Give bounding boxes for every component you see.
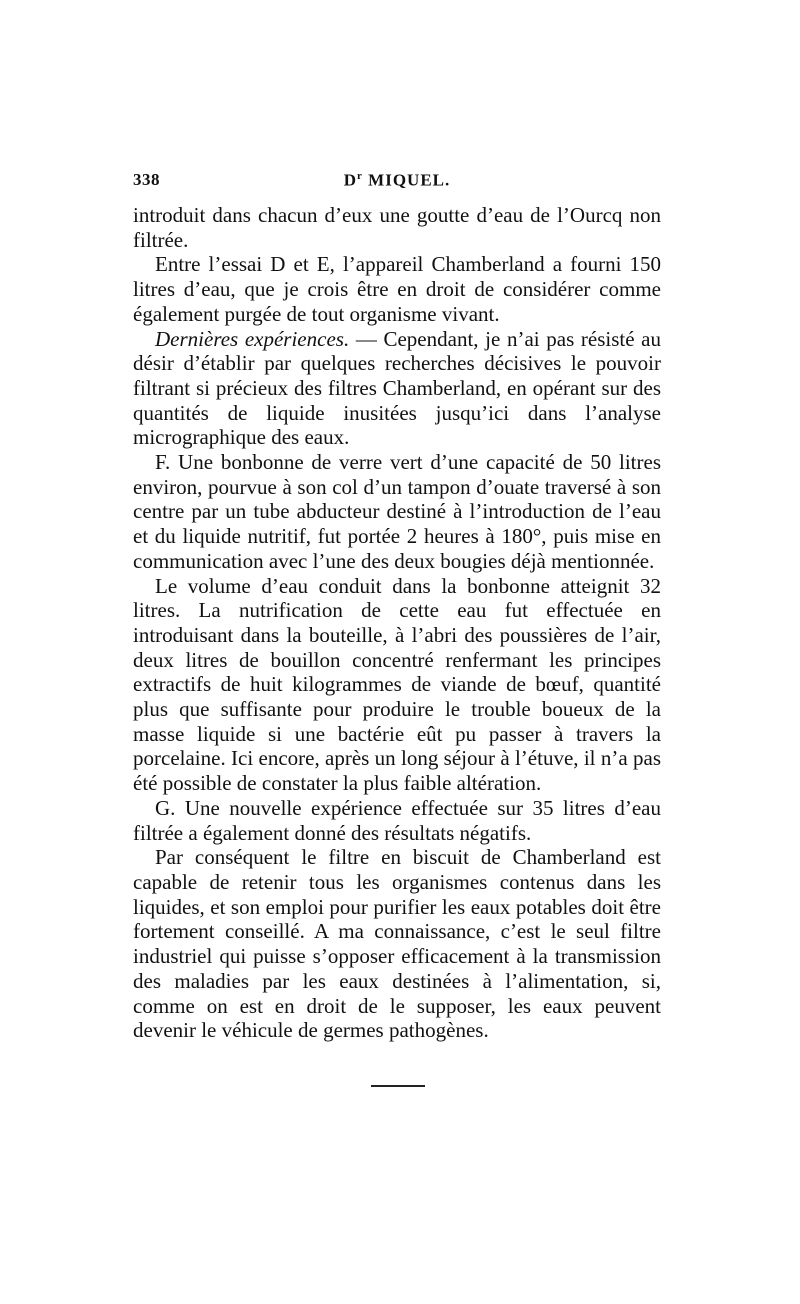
paragraph-5: Le volume d’eau conduit dans la bonbonne atteignit 32 litres. La nutrification de cette eau fut effectuée en introduisant dans la bouteille, à l’abri des poussières de l’air, deux litres de bouillon concentré renfermant les principes extractifs de huit kilogrammes de viande de bœuf, quantité plus que suffisante pour produire le trouble boueux de la masse liquide si une bactérie eût pu passer à travers la porcelaine. Ici encore, après un long séjour à l’étuve, il n’a pas été possible de constater la plus faible altération. bbox=[133, 573, 661, 796]
body-text bbox=[133, 203, 661, 1043]
paragraph-2: Entre l’essai D et E, l’appareil Chamberland a fourni 150 litres d’eau, que je crois être en droit de considérer comme également purgée de tout organisme vivant. bbox=[133, 252, 661, 326]
author-name: MIQUEL. bbox=[362, 170, 451, 190]
paragraph-3-text: — Cependant, je n’ai pas résisté au désir d’établir par quelques recherches décisives le pouvoir filtrant si précieux des filtres Chamberland, en opérant sur des quantités de liquide inusitées jusqu’ici dans l’analyse micrographique des eaux. bbox=[133, 326, 661, 450]
paragraph-4: F. Une bonbonne de verre vert d’une capacité de 50 litres environ, pourvue à son col d’un tampon d’ouate traversé à son centre par un tube abducteur destiné à l’introduction de l’eau et du liquide nutritif, fut portée 2 heures à 180°, puis mise en communication avec l’une des deux bougies déjà mentionnée. bbox=[133, 450, 661, 573]
end-rule bbox=[371, 1085, 425, 1087]
paragraph-3 bbox=[133, 327, 661, 451]
paragraph-6: G. Une nouvelle expérience effectuée sur 35 litres d’eau filtrée a également donné des résultats négatifs. bbox=[133, 795, 661, 845]
page-number: 338 bbox=[133, 170, 160, 189]
paragraph-1: introduit dans chacun d’eux une goutte d’eau de l’Ourcq non filtrée. bbox=[133, 203, 661, 252]
paragraph-7: Par conséquent le filtre en biscuit de Chamberland est capable de retenir tous les organismes contenus dans les liquides, et son emploi pour purifier les eaux potables doit être fortement conseillé. A ma connaissance, c’est le seul filtre industriel qui puisse s’opposer efficacement à la transmission des maladies par les eaux destinées à l’alimentation, si, comme on est en droit de le supposer, les eaux peuvent devenir le véhicule de germes pathogènes. bbox=[133, 845, 661, 1043]
section-title: Dernières expériences. bbox=[155, 326, 350, 351]
author-prefix: D bbox=[343, 170, 358, 190]
running-head bbox=[133, 170, 661, 191]
author-suffix: r bbox=[357, 170, 363, 182]
page-header bbox=[133, 170, 661, 194]
